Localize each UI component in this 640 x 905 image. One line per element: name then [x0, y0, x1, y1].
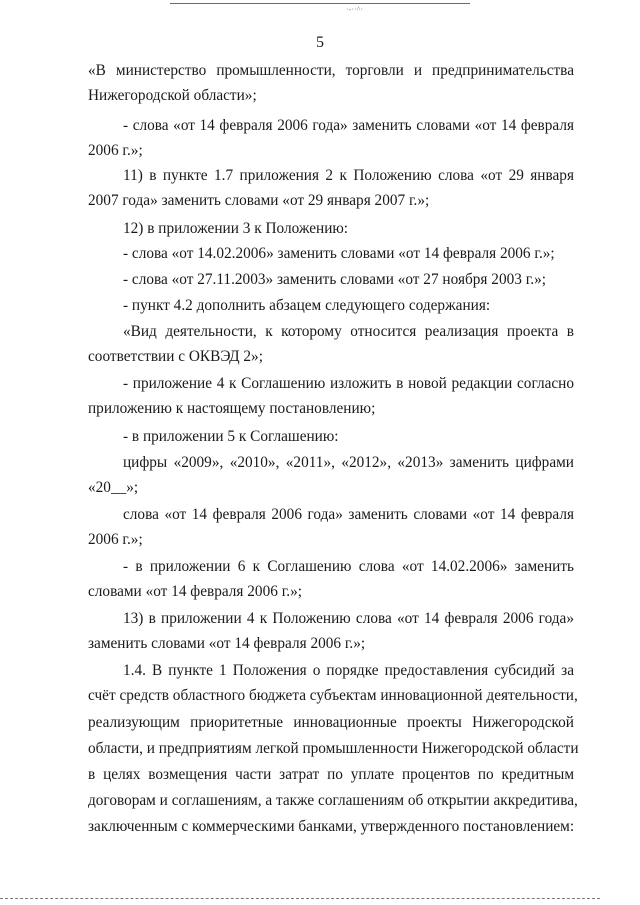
text-line: 2006 г.»;: [88, 531, 143, 548]
text-line: приложению к настоящему постановлению;: [88, 400, 376, 417]
text-line: - слова «от 14.02.2006» заменить словами «от 14 февраля 2006 г.»;: [123, 245, 555, 262]
text-line: «В министерство промышленности, торговли и предпринимательства: [88, 62, 574, 79]
bottom-rule: [0, 898, 600, 899]
text-line: в целях возмещения части затрат по уплате процентов по кредитным: [88, 766, 574, 783]
text-line: соответствии с ОКВЭД 2»;: [88, 348, 263, 365]
text-line: Нижегородской области»;: [88, 87, 257, 104]
top-rule: [170, 3, 470, 4]
text-line: 13) в приложении 4 к Положению слова «от 14 февраля 2006 года»: [123, 610, 574, 627]
text-line: «20__»;: [88, 479, 139, 496]
text-line: 2006 г.»;: [88, 142, 143, 159]
text-line: слова «от 14 февраля 2006 года» заменить словами «от 14 февраля: [123, 506, 574, 523]
text-line: словами «от 14 февраля 2006 г.»;: [88, 583, 302, 600]
text-line: - в приложении 6 к Соглашению слова «от 14.02.2006» заменить: [123, 558, 574, 575]
text-line: «Вид деятельности, к которому относится реализация проекта в: [123, 323, 574, 340]
text-line: 2007 года» заменить словами «от 29 января 2007 г.»;: [88, 192, 430, 209]
text-line: счёт средств областного бюджета субъектам инновационной деятельности,: [88, 687, 578, 704]
text-line: 11) в пункте 1.7 приложения 2 к Положению слова «от 29 января: [123, 167, 574, 184]
text-line: договорам и соглашениям, а также соглашениям об открытии аккредитива,: [88, 792, 578, 809]
text-line: области, и предприятиям легкой промышленности Нижегородской области: [88, 740, 579, 757]
page-number: 5: [316, 34, 324, 51]
text-line: - слова «от 27.11.2003» заменить словами «от 27 ноября 2003 г.»;: [123, 271, 546, 288]
text-line: реализующим приоритетные инновационные проекты Нижегородской: [88, 714, 574, 731]
text-line: 12) в приложении 3 к Положению:: [123, 220, 349, 237]
text-line: 1.4. В пункте 1 Положения о порядке предоставления субсидий за: [123, 662, 574, 679]
text-line: - приложение 4 к Соглашению изложить в новой редакции согласно: [123, 375, 574, 392]
text-line: - слова «от 14 февраля 2006 года» заменить словами «от 14 февраля: [123, 117, 574, 134]
text-line: - в приложении 5 к Соглашению:: [123, 428, 339, 445]
text-line: - пункт 4.2 дополнить абзацем следующего содержания:: [123, 297, 491, 314]
text-line: цифры «2009», «2010», «2011», «2012», «2013» заменить цифрами: [123, 454, 574, 471]
scan-mark: ·-··^·: [346, 5, 364, 14]
text-line: заключенным с коммерческими банками, утвержденного постановлением:: [88, 818, 575, 835]
text-line: заменить словами «от 14 февраля 2006 г.»;: [88, 635, 366, 652]
